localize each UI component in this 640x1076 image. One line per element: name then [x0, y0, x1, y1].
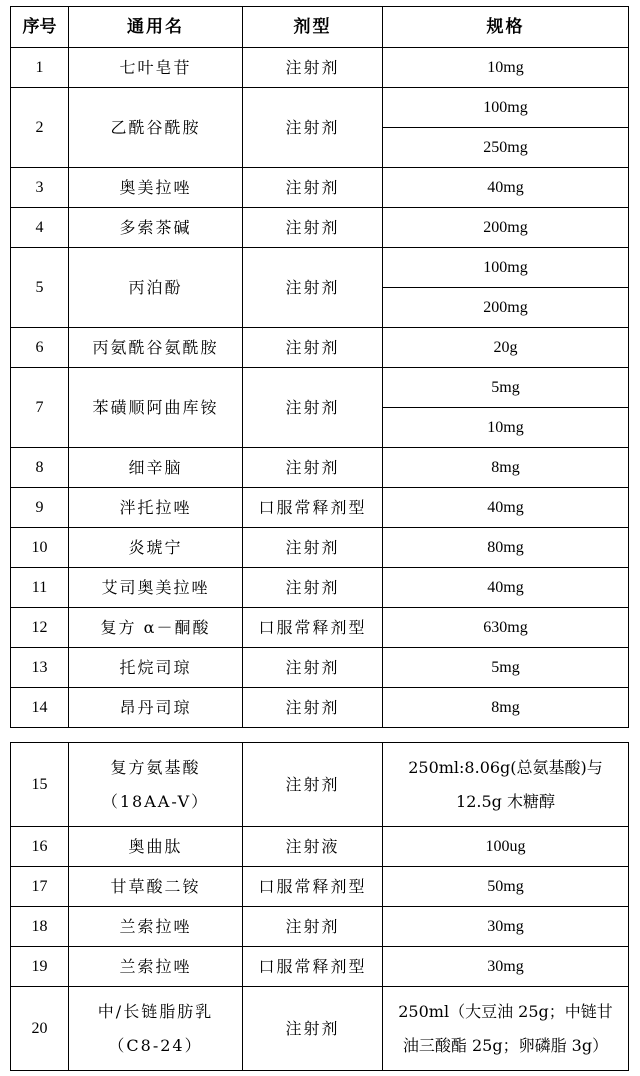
row-name-sub: （C8-24） [108, 1035, 203, 1055]
row-form: 注射剂 [243, 448, 383, 488]
row-spec: 5mg [383, 368, 629, 408]
drug-table-part1 [10, 6, 629, 728]
table-row [11, 867, 629, 907]
row-name: 奥曲肽 [69, 827, 243, 867]
row-no: 15 [11, 743, 69, 827]
row-no: 2 [11, 88, 69, 168]
table-row [11, 947, 629, 987]
table-row [11, 568, 629, 608]
row-spec: 40mg [383, 488, 629, 528]
row-form: 注射剂 [243, 568, 383, 608]
table-row [11, 648, 629, 688]
row-name-cell [69, 987, 243, 1071]
table-row [11, 168, 629, 208]
row-name: 苯磺顺阿曲库铵 [69, 368, 243, 448]
row-spec: 8mg [383, 448, 629, 488]
row-form: 注射剂 [243, 368, 383, 448]
row-spec: 40mg [383, 168, 629, 208]
row-spec: 100mg [383, 88, 629, 128]
row-no: 13 [11, 648, 69, 688]
row-no: 4 [11, 208, 69, 248]
row-spec: 200mg [383, 208, 629, 248]
row-name: 七叶皂苷 [69, 48, 243, 88]
row-name: 复方氨基酸 [110, 757, 201, 777]
drug-table-part2 [10, 742, 629, 1071]
row-form: 注射剂 [243, 208, 383, 248]
row-spec-line: 250ml（大豆油 25g；中链甘 [398, 1001, 613, 1021]
row-name: 艾司奥美拉唑 [69, 568, 243, 608]
row-spec-line: 12.5g 木糖醇 [456, 791, 555, 811]
row-spec: 10mg [383, 408, 629, 448]
table-row [11, 328, 629, 368]
table-row [11, 88, 629, 128]
row-form: 注射剂 [243, 88, 383, 168]
row-form: 注射剂 [243, 168, 383, 208]
row-no: 17 [11, 867, 69, 907]
row-spec: 20g [383, 328, 629, 368]
row-no: 12 [11, 608, 69, 648]
row-no: 9 [11, 488, 69, 528]
row-no: 8 [11, 448, 69, 488]
row-name: 昂丹司琼 [69, 688, 243, 728]
row-spec: 250mg [383, 128, 629, 168]
row-form: 注射剂 [243, 743, 383, 827]
table-row [11, 907, 629, 947]
row-name: 多索茶碱 [69, 208, 243, 248]
row-no: 3 [11, 168, 69, 208]
row-no: 10 [11, 528, 69, 568]
row-name: 中/长链脂肪乳 [97, 1001, 214, 1021]
header-no: 序号 [11, 7, 69, 48]
row-form: 口服常释剂型 [243, 867, 383, 907]
row-no: 19 [11, 947, 69, 987]
row-form: 注射剂 [243, 688, 383, 728]
row-spec-line: 油三酸酯 25g；卵磷脂 3g） [402, 1035, 609, 1055]
row-spec: 630mg [383, 608, 629, 648]
row-spec-line: 250ml:8.06g(总氨基酸)与 [408, 757, 603, 777]
row-spec: 10mg [383, 48, 629, 88]
row-form: 注射剂 [243, 328, 383, 368]
table-row [11, 743, 629, 827]
row-spec: 40mg [383, 568, 629, 608]
row-form: 注射剂 [243, 987, 383, 1071]
row-spec: 100mg [383, 248, 629, 288]
row-no: 5 [11, 248, 69, 328]
row-form: 口服常释剂型 [243, 608, 383, 648]
row-name: 细辛脑 [69, 448, 243, 488]
row-form: 口服常释剂型 [243, 488, 383, 528]
row-form: 注射剂 [243, 648, 383, 688]
row-name: 泮托拉唑 [69, 488, 243, 528]
row-form: 注射液 [243, 827, 383, 867]
row-no: 6 [11, 328, 69, 368]
row-spec-cell [383, 743, 629, 827]
row-spec: 30mg [383, 907, 629, 947]
table-row [11, 368, 629, 408]
row-no: 20 [11, 987, 69, 1071]
row-form: 口服常释剂型 [243, 947, 383, 987]
row-name: 托烷司琼 [69, 648, 243, 688]
row-name: 奥美拉唑 [69, 168, 243, 208]
row-spec: 8mg [383, 688, 629, 728]
header-name: 通用名 [69, 7, 243, 48]
row-name: 炎琥宁 [69, 528, 243, 568]
row-name: 乙酰谷酰胺 [69, 88, 243, 168]
row-form: 注射剂 [243, 248, 383, 328]
row-no: 1 [11, 48, 69, 88]
row-spec: 80mg [383, 528, 629, 568]
row-name: 甘草酸二铵 [69, 867, 243, 907]
row-name-sub: （18AA-V） [101, 791, 210, 811]
table-row [11, 48, 629, 88]
row-form: 注射剂 [243, 528, 383, 568]
table-row [11, 448, 629, 488]
header-form: 剂型 [243, 7, 383, 48]
header-spec: 规格 [383, 7, 629, 48]
table-row [11, 248, 629, 288]
row-spec: 200mg [383, 288, 629, 328]
row-form: 注射剂 [243, 907, 383, 947]
row-name: 丙氨酰谷氨酰胺 [69, 328, 243, 368]
table-row [11, 827, 629, 867]
row-no: 16 [11, 827, 69, 867]
table-row [11, 528, 629, 568]
table-row [11, 488, 629, 528]
table-row [11, 608, 629, 648]
row-name: 兰索拉唑 [69, 947, 243, 987]
table-row [11, 208, 629, 248]
row-no: 7 [11, 368, 69, 448]
row-no: 11 [11, 568, 69, 608]
table-header-row [11, 7, 629, 48]
row-spec: 100ug [383, 827, 629, 867]
row-spec: 50mg [383, 867, 629, 907]
row-name-cell [69, 743, 243, 827]
table-row [11, 688, 629, 728]
table-row [11, 987, 629, 1071]
row-form: 注射剂 [243, 48, 383, 88]
row-name: 丙泊酚 [69, 248, 243, 328]
row-spec: 5mg [383, 648, 629, 688]
row-no: 18 [11, 907, 69, 947]
row-name: 复方 α－酮酸 [69, 608, 243, 648]
row-spec-cell [383, 987, 629, 1071]
row-name: 兰索拉唑 [69, 907, 243, 947]
row-no: 14 [11, 688, 69, 728]
row-spec: 30mg [383, 947, 629, 987]
